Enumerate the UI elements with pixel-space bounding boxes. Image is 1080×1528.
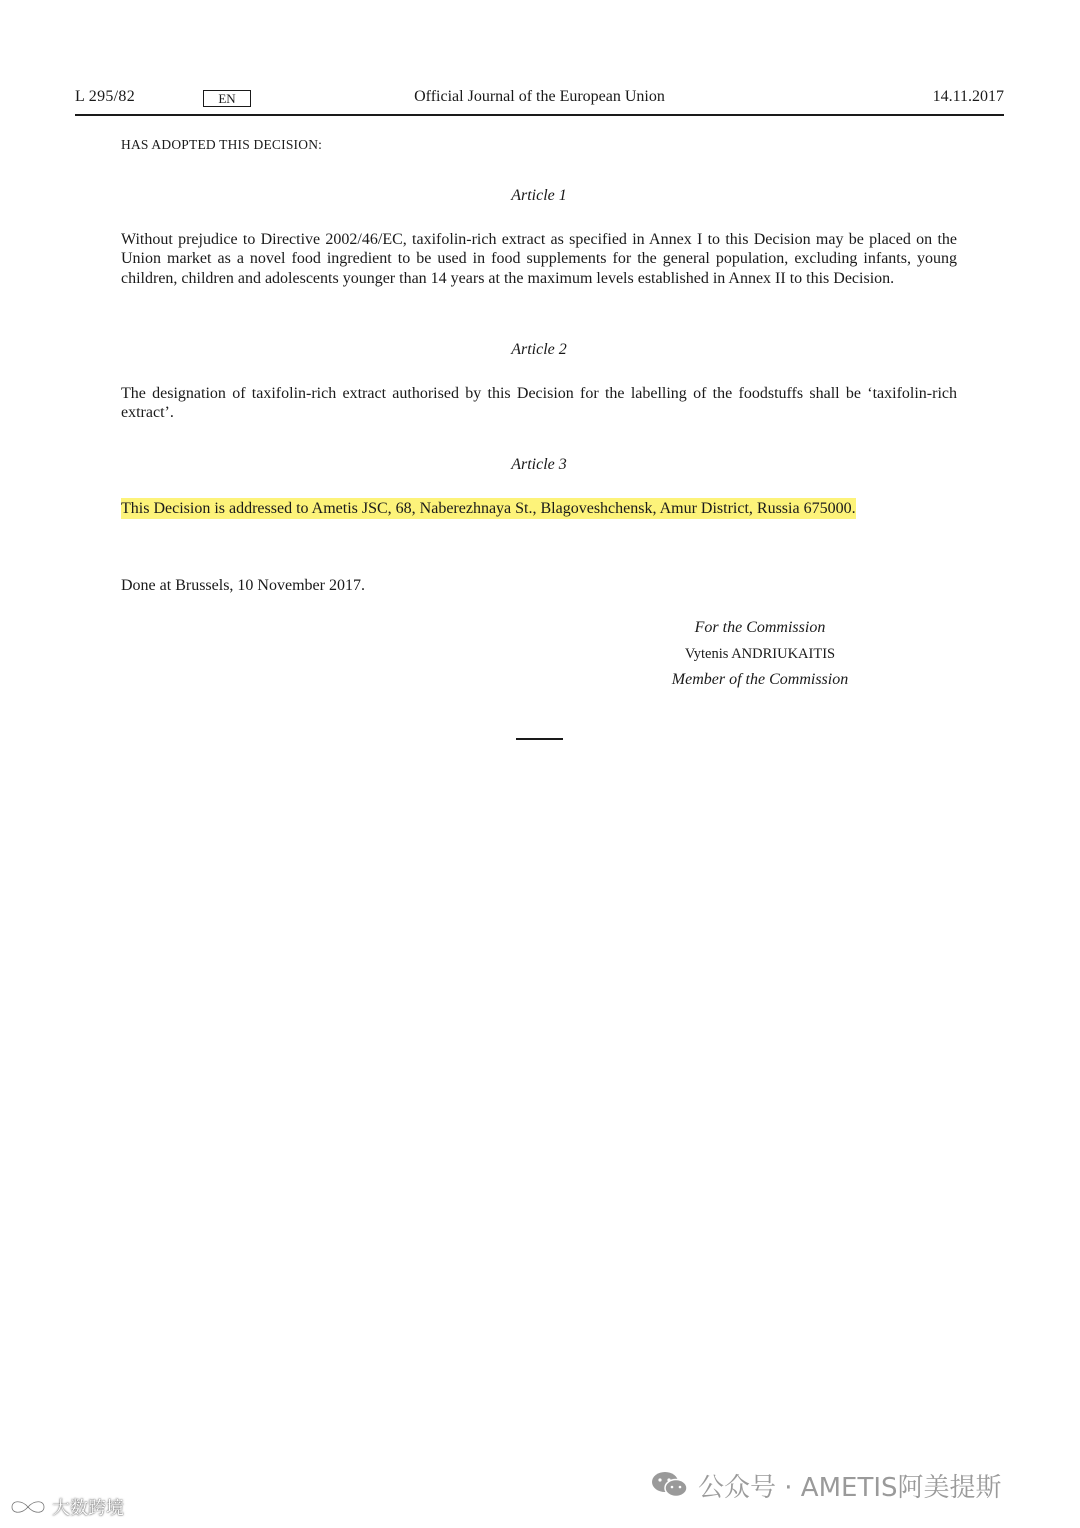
publication-date: 14.11.2017 [932,88,1004,105]
wechat-icon [650,1470,690,1500]
article-3-title: Article 3 [511,456,567,473]
corner-watermark [8,1494,124,1520]
watermark-text: 公众号 · AMETIS阿美提斯 [698,1472,1002,1503]
article-3-highlighted-text: This Decision is addressed to Ametis JSC, 68, Naberezhnaya St., Blagoveshchensk, Amur District, Russia 675000. [121,500,856,517]
journal-header [75,88,1004,114]
signatory-role: Member of the Commission [671,671,849,688]
end-divider [516,738,563,740]
wechat-watermark [650,1467,1002,1503]
place-and-date: Done at Brussels, 10 November 2017. [121,577,365,594]
header-divider [75,114,1004,116]
article-1-text: Without prejudice to Directive 2002/46/EC, taxifolin-rich extract as specified in Annex I to this Decision may be placed on the Union market as a novel food ingredient to be used in food supplements for the general population, excluding infants, young children, children and adolescents younger than 14 years at the maximum levels established in Annex II to this Decision. [121,231,957,287]
corner-watermark-text: 大数跨境 [52,1498,124,1519]
language-badge: EN [203,90,251,107]
signature-for: For the Commission [694,619,826,636]
infinity-logo-icon [8,1496,48,1518]
journal-title: Official Journal of the European Union [414,88,665,105]
article-2-text: The designation of taxifolin-rich extract authorised by this Decision for the labelling of the foodstuffs shall be ‘taxifolin-rich extract’. [121,385,957,422]
adoption-statement: HAS ADOPTED THIS DECISION: [121,137,323,152]
article-3-paragraph [121,499,957,518]
page-reference: L 295/82 [75,88,136,105]
article-1-title: Article 1 [511,187,567,204]
article-2-title: Article 2 [511,341,567,358]
signatory-name: Vytenis ANDRIUKAITIS [684,646,836,662]
